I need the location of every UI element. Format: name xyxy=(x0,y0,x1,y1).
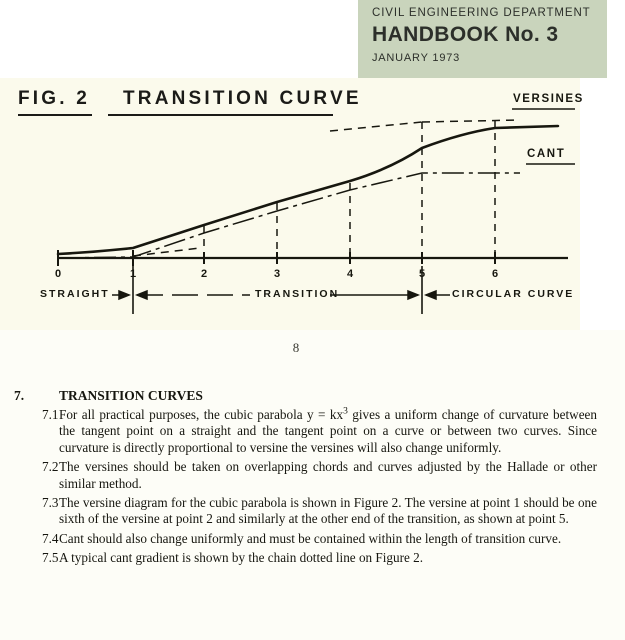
figure-caption-text: TRANSITION CURVE xyxy=(122,88,362,109)
paragraph-7-2 xyxy=(14,459,597,492)
versines-curve xyxy=(58,126,558,254)
paragraph-number: 7.5 xyxy=(42,550,59,566)
x-tick-6: 6 xyxy=(491,268,499,280)
cant-gradient-line xyxy=(58,173,520,258)
zone-label-circular-curve: CIRCULAR CURVE xyxy=(452,288,575,300)
vertical-droppers xyxy=(204,120,495,258)
body-text xyxy=(0,388,625,567)
x-tick-2: 2 xyxy=(200,268,208,280)
x-tick-1: 1 xyxy=(129,268,137,280)
handbook-date: JANUARY 1973 xyxy=(372,52,461,64)
paragraph-7-4 xyxy=(14,531,597,547)
paragraph-number: 7.2 xyxy=(42,459,59,475)
department-name: CIVIL ENGINEERING DEPARTMENT xyxy=(372,7,591,19)
section-title: TRANSITION CURVES xyxy=(59,388,203,403)
paragraph-text xyxy=(59,407,597,456)
paragraph-text: A typical cant gradient is shown by the chain dotted line on Figure 2. xyxy=(59,550,424,566)
x-tick-0: 0 xyxy=(54,268,62,280)
handbook-title: HANDBOOK No. 3 xyxy=(372,23,559,46)
x-tick-4: 4 xyxy=(346,268,354,280)
x-axis xyxy=(58,250,568,266)
figure-caption-number: FIG. 2 xyxy=(18,88,90,109)
paragraph-number: 7.4 xyxy=(42,530,59,546)
figure-right-margin xyxy=(580,78,625,330)
legend-cant-label: CANT xyxy=(527,148,566,160)
zone-label-straight: STRAIGHT xyxy=(40,288,110,300)
paragraph-text: Cant should also change uniformly and must be contained within the length of transition curve. xyxy=(59,530,562,546)
paragraph-number: 7.3 xyxy=(42,495,59,511)
zone-label-transition: TRANSITION xyxy=(255,288,340,300)
handbook-header-block xyxy=(358,0,607,82)
paragraph-text-after: gives a uniform change of curvature between the tangent point on a straight and the tangent point on a curve or between two curves. Since curvature is directly proportional to versine the versines will also change uniformly. xyxy=(59,407,597,455)
section-heading xyxy=(14,388,597,404)
paragraph-text-before: For all practical purposes, the cubic parabola y = kx xyxy=(59,407,344,422)
paragraph-7-1 xyxy=(14,407,597,456)
cubic-exponent: 3 xyxy=(343,406,348,417)
x-tick-5: 5 xyxy=(418,268,426,280)
paragraph-7-5 xyxy=(14,550,597,566)
paragraph-number: 7.1 xyxy=(42,407,59,422)
figure-panel xyxy=(0,78,584,330)
legend-versines-label: VERSINES xyxy=(513,93,584,105)
paragraph-text: The versines should be taken on overlapping chords and curves adjusted by the Hallade or other similar method. xyxy=(59,459,597,491)
section-number: 7. xyxy=(14,388,25,403)
paragraph-7-3 xyxy=(14,495,597,528)
paragraph-text: The versine diagram for the cubic parabola is shown in Figure 2. The versine at point 1 should be one sixth of the versine at point 2 and similarly at the other end of the transition, as shown at point 5. xyxy=(59,495,597,527)
x-tick-3: 3 xyxy=(273,268,281,280)
page-number: 8 xyxy=(292,340,300,355)
